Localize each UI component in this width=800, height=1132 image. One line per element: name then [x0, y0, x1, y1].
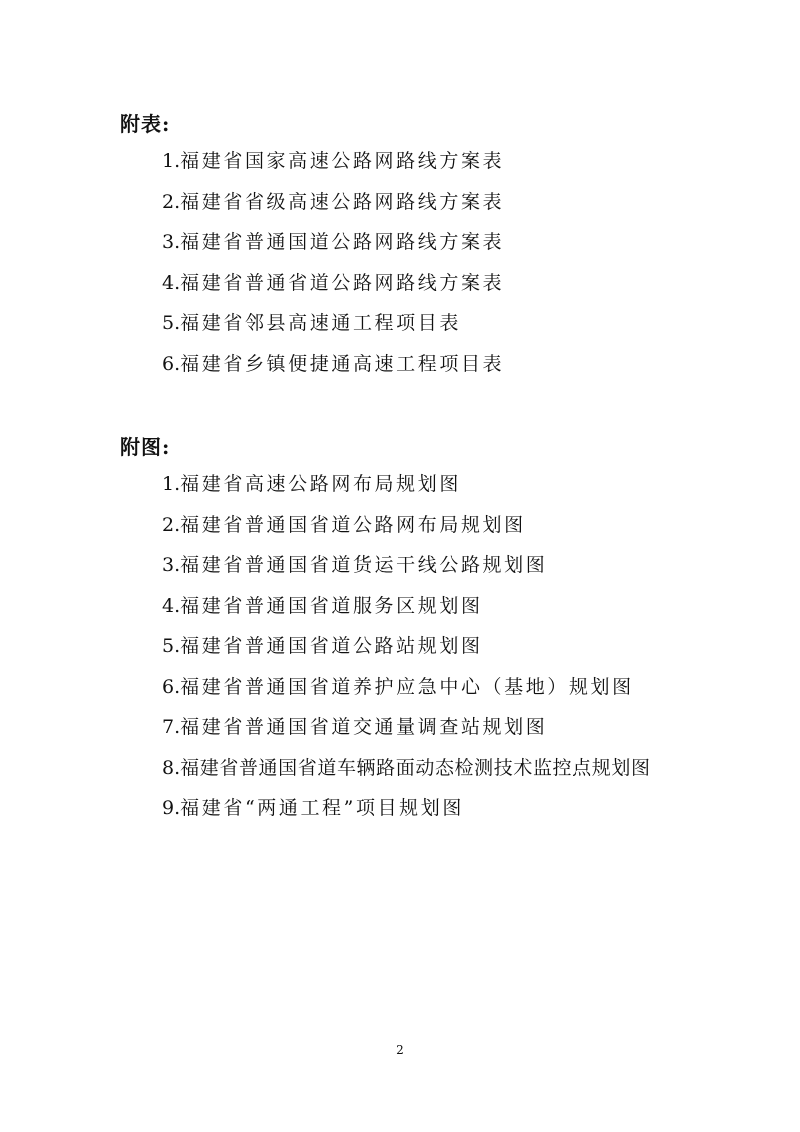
item-number: 2. [162, 190, 181, 213]
list-item [162, 667, 651, 708]
item-text: 福建省普通国省道养护应急中心（基地）规划图 [180, 675, 634, 698]
list-item [162, 545, 651, 586]
item-text: 福建省普通国省道车辆路面动态检测技术监控点规划图 [180, 756, 651, 779]
attached-figures-heading: 附图: [120, 435, 171, 459]
list-item [162, 788, 651, 829]
item-number: 3. [162, 554, 181, 576]
list-item [162, 586, 651, 627]
item-text: 福建省普通国道公路网路线方案表 [180, 231, 505, 253]
item-text: 福建省“两通工程”项目规划图 [180, 797, 464, 819]
item-text: 福建省邻县高速通工程项目表 [180, 312, 461, 334]
item-text: 福建省省级高速公路网路线方案表 [180, 190, 505, 213]
item-number: 7. [162, 716, 181, 738]
list-item [162, 344, 504, 385]
item-number: 9. [162, 797, 181, 819]
item-text: 福建省国家高速公路网路线方案表 [180, 150, 505, 172]
item-number: 8. [162, 756, 181, 779]
list-item [162, 141, 504, 182]
attached-tables-list [162, 141, 504, 384]
page-number: 2 [396, 1043, 404, 1057]
item-number: 2. [162, 513, 181, 536]
list-item [162, 303, 504, 344]
attached-tables-heading: 附表: [120, 112, 171, 136]
item-text: 福建省普通国省道货运干线公路规划图 [180, 554, 548, 576]
item-number: 5. [162, 312, 181, 334]
item-text: 福建省普通国省道服务区规划图 [180, 594, 483, 617]
item-text: 福建省普通国省道公路站规划图 [180, 635, 483, 657]
list-item [162, 263, 504, 304]
item-text: 福建省高速公路网布局规划图 [180, 473, 461, 495]
list-item [162, 707, 651, 748]
attached-figures-list [162, 464, 651, 829]
list-item [162, 626, 651, 667]
item-number: 1. [162, 473, 181, 495]
item-number: 5. [162, 635, 181, 657]
list-item [162, 464, 651, 505]
list-item [162, 222, 504, 263]
item-number: 3. [162, 231, 181, 253]
list-item [162, 182, 504, 223]
item-number: 6. [162, 352, 181, 375]
list-item [162, 505, 651, 546]
item-number: 6. [162, 675, 181, 698]
list-item [162, 748, 651, 789]
item-number: 4. [162, 594, 181, 617]
item-text: 福建省乡镇便捷通高速工程项目表 [180, 352, 505, 375]
item-number: 4. [162, 271, 181, 294]
item-text: 福建省普通国省道公路网布局规划图 [180, 513, 526, 536]
item-number: 1. [162, 150, 181, 172]
item-text: 福建省普通省道公路网路线方案表 [180, 271, 505, 294]
item-text: 福建省普通国省道交通量调查站规划图 [180, 716, 548, 738]
